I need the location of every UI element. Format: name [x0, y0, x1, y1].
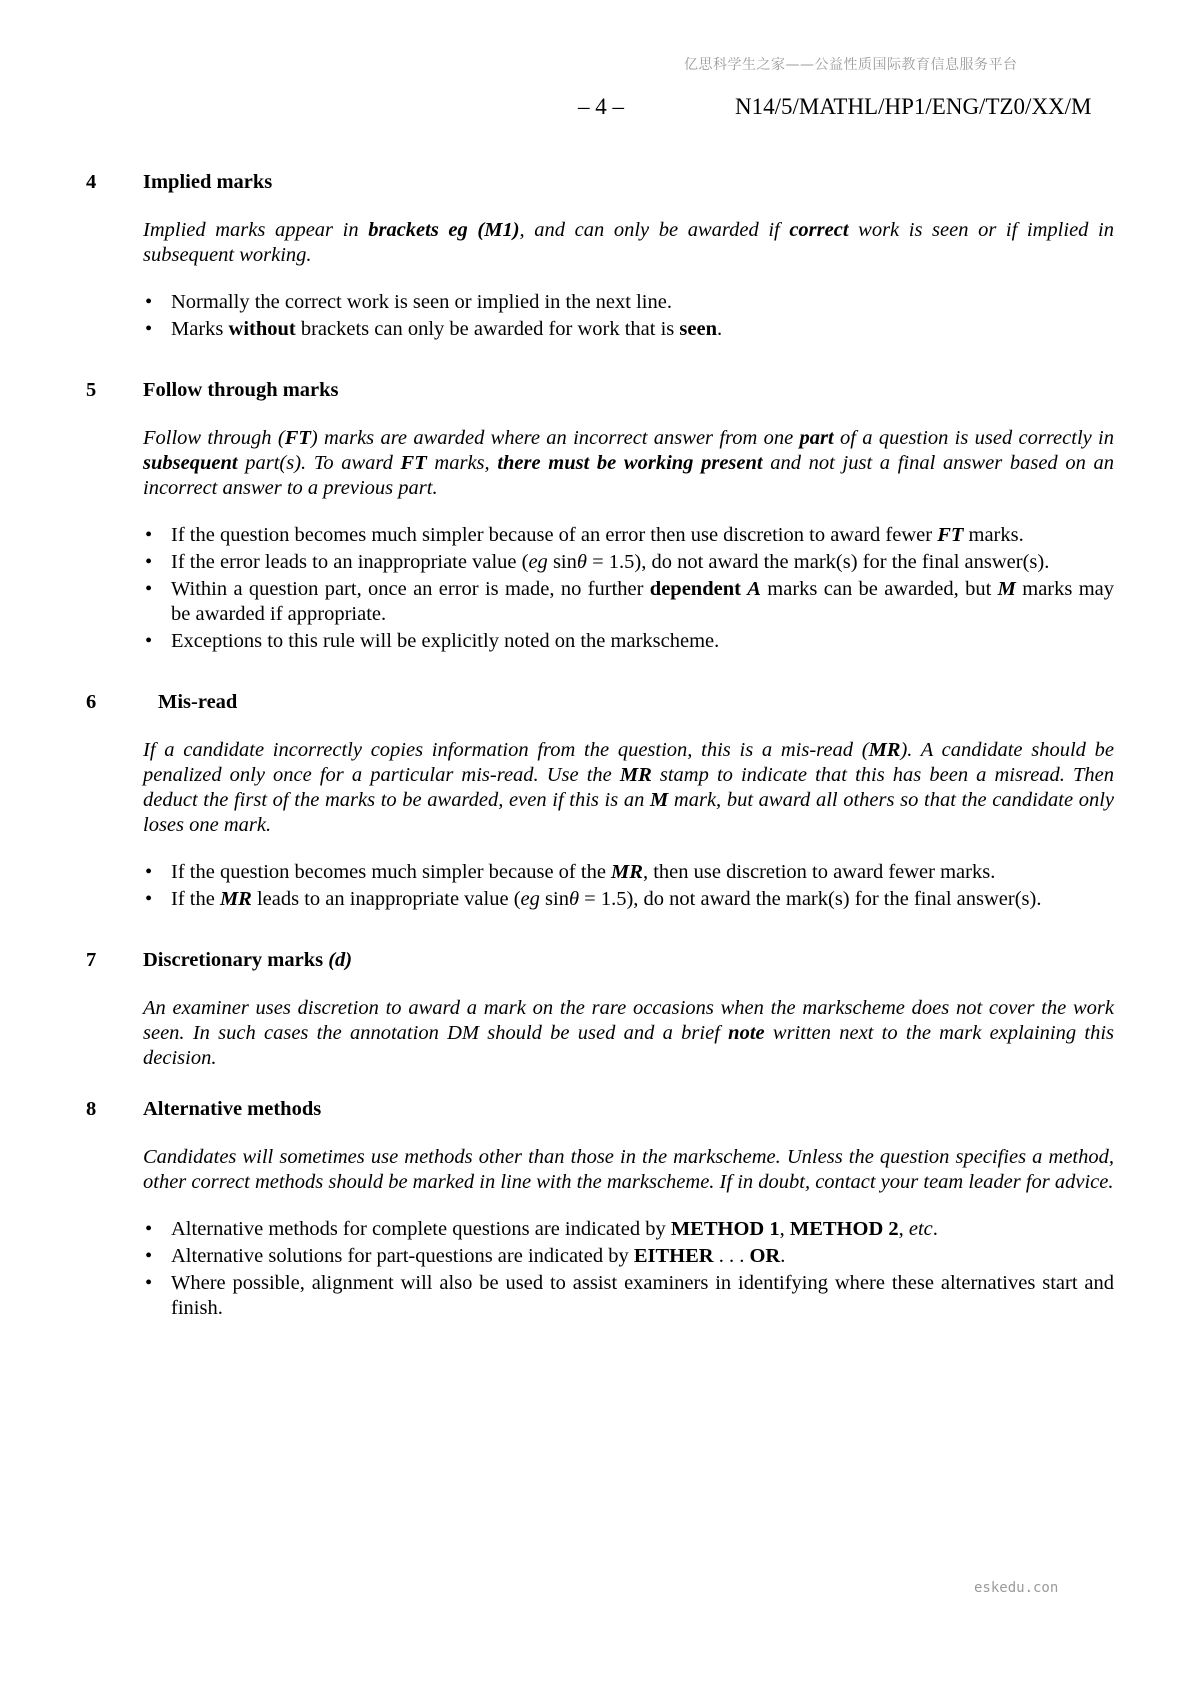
section-body [143, 426, 1114, 654]
section-body [143, 218, 1114, 342]
list-item: • If the error leads to an inappropriate value (eg sinθ = 1.5), do not award the mark(s) for the final answer(s). [143, 550, 1114, 575]
paper-code: N14/5/MATHL/HP1/ENG/TZ0/XX/M [735, 94, 1092, 119]
section-title: Mis-read [158, 691, 238, 713]
list-item: • Marks without brackets can only be awarded for work that is seen. [143, 317, 1114, 342]
bullet-list [143, 1217, 1114, 1321]
list-item: • If the MR leads to an inappropriate value (eg sinθ = 1.5), do not award the mark(s) for the final answer(s). [143, 887, 1114, 912]
section-body [143, 996, 1114, 1071]
section-paragraph: Follow through (FT) marks are awarded where an incorrect answer from one part of a question is used correctly in subsequent part(s). To award FT marks, there must be working present and not just a final answer based on an incorrect answer to a previous part. [143, 427, 1114, 499]
section-heading [86, 378, 1114, 404]
section-title: Alternative methods [143, 1098, 322, 1120]
section-alternative-methods [86, 1097, 1114, 1321]
section-title: Follow through marks [143, 379, 339, 401]
list-item: • Within a question part, once an error is made, no further dependent A marks can be awarded, but M marks may be awarded if appropriate. [143, 577, 1114, 627]
section-number: 6 [86, 691, 97, 713]
bullet-list [143, 523, 1114, 654]
list-item: • Alternative solutions for part-questions are indicated by EITHER . . . OR. [143, 1244, 1114, 1269]
section-title: Discretionary marks (d) [143, 949, 353, 971]
section-number: 8 [86, 1098, 97, 1120]
watermark-top: 亿思科学生之家——公益性质国际教育信息服务平台 [684, 57, 1018, 73]
section-heading [86, 1097, 1114, 1123]
page-number: – 4 – [578, 94, 624, 119]
section-title: Implied marks [143, 171, 273, 193]
section-mis-read [86, 690, 1114, 912]
section-follow-through-marks [86, 378, 1114, 654]
list-item: • If the question becomes much simpler because of an error then use discretion to award fewer FT marks. [143, 523, 1114, 548]
watermark-bottom: eskedu.con [974, 1580, 1059, 1596]
section-number: 7 [86, 949, 97, 971]
section-paragraph: If a candidate incorrectly copies information from the question, this is a mis-read (MR). A candidate should be penalized only once for a particular mis-read. Use the MR stamp to indicate that this has been a misread. Then deduct the first of the marks to be awarded, even if this is an M mark, but award all others so that the candidate only loses one mark. [143, 739, 1115, 836]
section-paragraph: Implied marks appear in brackets eg (M1), and can only be awarded if correct work is seen or if implied in subsequent working. [143, 219, 1114, 266]
bullet-list [143, 290, 1114, 342]
section-heading [86, 690, 1114, 716]
list-item: • If the question becomes much simpler because of the MR, then use discretion to award fewer marks. [143, 860, 1114, 885]
markscheme-content [86, 170, 1114, 1323]
list-item: • Alternative methods for complete questions are indicated by METHOD 1, METHOD 2, etc. [143, 1217, 1114, 1242]
section-paragraph: Candidates will sometimes use methods other than those in the markscheme. Unless the question specifies a method, other correct methods should be marked in line with the markscheme. If in doubt, contact your team leader for advice. [143, 1146, 1114, 1193]
section-number: 5 [86, 379, 97, 401]
list-item: • Normally the correct work is seen or implied in the next line. [143, 290, 1114, 315]
section-paragraph: An examiner uses discretion to award a mark on the rare occasions when the markscheme does not cover the work seen. In such cases the annotation DM should be used and a brief note written next to the mark explaining this decision. [143, 997, 1114, 1069]
section-heading [86, 948, 1114, 974]
section-number: 4 [86, 171, 97, 193]
section-body [143, 1145, 1114, 1321]
section-discretionary-marks [86, 948, 1114, 1071]
bullet-list [143, 860, 1114, 912]
section-heading [86, 170, 1114, 196]
section-implied-marks [86, 170, 1114, 342]
list-item: • Where possible, alignment will also be used to assist examiners in identifying where these alternatives start and finish. [143, 1271, 1114, 1321]
list-item: • Exceptions to this rule will be explicitly noted on the markscheme. [143, 629, 1114, 654]
section-body [143, 738, 1114, 912]
